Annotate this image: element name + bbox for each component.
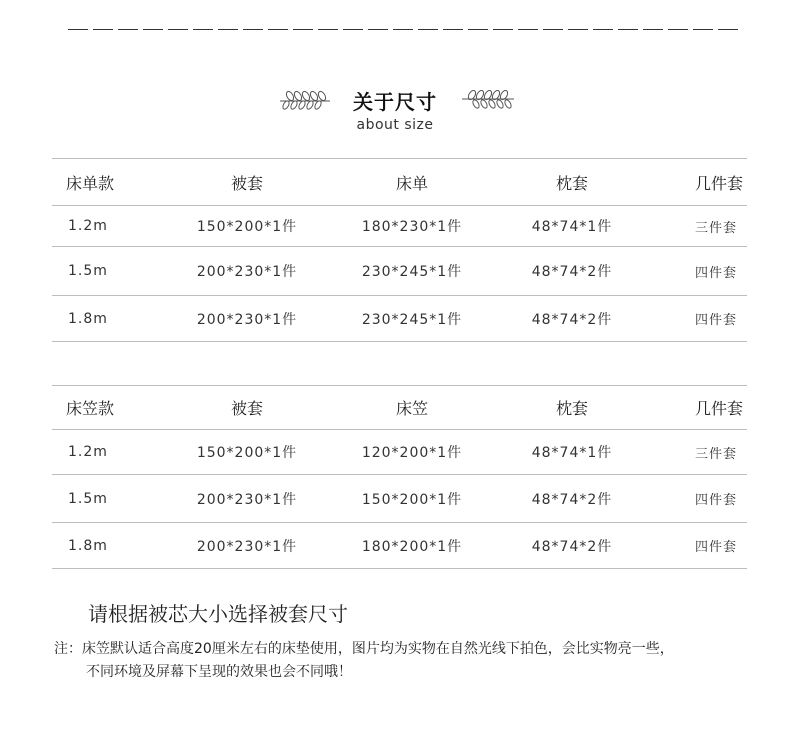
header-cell: 床单 [332, 159, 492, 206]
table-cell: 48*74*2件 [492, 296, 652, 342]
table-header-row [52, 386, 747, 430]
top-dashed-divider [68, 22, 738, 36]
table-row [52, 247, 747, 296]
size-cell: 1.2m [52, 430, 162, 475]
disclaimer-note [54, 638, 674, 684]
heading-title: 关于尺寸 [353, 90, 437, 114]
table-row [52, 296, 747, 342]
table-cell: 48*74*1件 [492, 206, 652, 247]
set-count-cell: 三件套 [652, 430, 747, 475]
table-cell: 200*230*1件 [162, 296, 332, 342]
note-line-1: 注：床笠默认适合高度20厘米左右的床垫使用，图片均为实物在自然光线下拍色，会比实物亮一些， [54, 641, 674, 657]
table-cell: 48*74*2件 [492, 523, 652, 569]
table-cell: 200*230*1件 [162, 523, 332, 569]
table-cell: 120*200*1件 [332, 430, 492, 475]
header-cell: 床笠 [332, 386, 492, 430]
size-cell: 1.8m [52, 296, 162, 342]
table-cell: 48*74*1件 [492, 430, 652, 475]
table-row [52, 475, 747, 523]
table-row [52, 523, 747, 569]
header-cell: 枕套 [492, 159, 652, 206]
size-cell: 1.2m [52, 206, 162, 247]
set-count-cell: 四件套 [652, 523, 747, 569]
note-line-2: 不同环境及屏幕下呈现的效果也会不同哦！ [86, 664, 352, 680]
size-cell: 1.5m [52, 247, 162, 296]
table-cell: 180*230*1件 [332, 206, 492, 247]
table-cell: 180*200*1件 [332, 523, 492, 569]
table-cell: 150*200*1件 [162, 430, 332, 475]
table-cell: 200*230*1件 [162, 475, 332, 523]
header-cell: 被套 [162, 159, 332, 206]
section-heading [0, 86, 790, 133]
header-cell: 几件套 [652, 386, 747, 430]
header-cell: 床笠款 [52, 386, 162, 430]
table-cell: 48*74*2件 [492, 247, 652, 296]
heading-subtitle: about size [356, 117, 434, 133]
table-cell: 200*230*1件 [162, 247, 332, 296]
set-count-cell: 四件套 [652, 247, 747, 296]
size-cell: 1.8m [52, 523, 162, 569]
table-cell: 230*245*1件 [332, 247, 492, 296]
fitted-sheet-size-table [52, 385, 747, 569]
header-cell: 几件套 [652, 159, 747, 206]
table-row [52, 206, 747, 247]
table-cell: 230*245*1件 [332, 296, 492, 342]
table-cell: 48*74*2件 [492, 475, 652, 523]
header-cell: 床单款 [52, 159, 162, 206]
header-cell: 枕套 [492, 386, 652, 430]
table-header-row [52, 159, 747, 206]
table-cell: 150*200*1件 [332, 475, 492, 523]
set-count-cell: 三件套 [652, 206, 747, 247]
header-cell: 被套 [162, 386, 332, 430]
table-cell: 150*200*1件 [162, 206, 332, 247]
set-count-cell: 四件套 [652, 296, 747, 342]
set-count-cell: 四件套 [652, 475, 747, 523]
size-selection-hint: 请根据被芯大小选择被套尺寸 [88, 602, 348, 626]
bed-sheet-size-table [52, 158, 747, 342]
table-row [52, 430, 747, 475]
size-cell: 1.5m [52, 475, 162, 523]
